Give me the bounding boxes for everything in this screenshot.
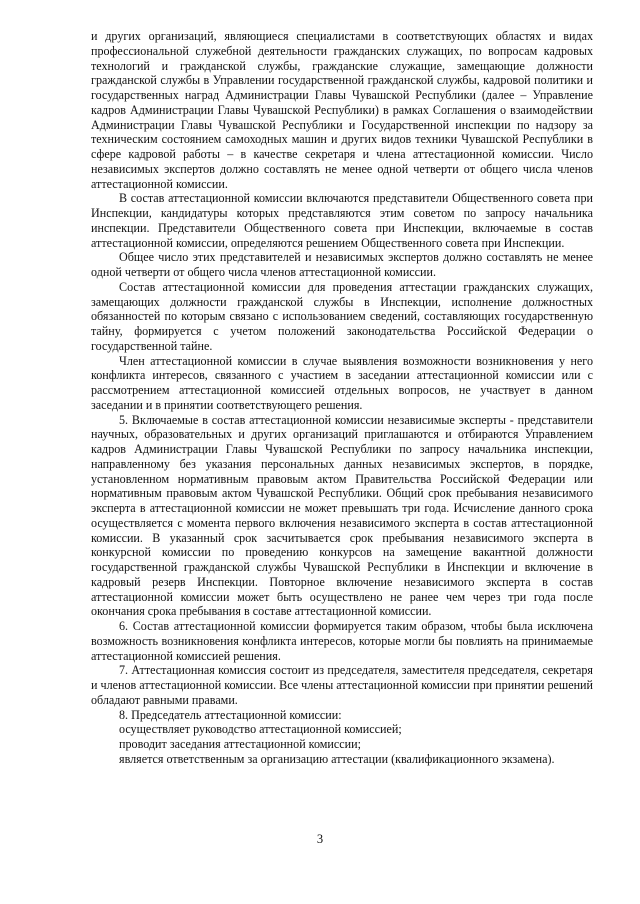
list-item-chair-duty-2: проводит заседания аттестационной комиссии; (119, 737, 361, 751)
list-item-chair-duty-3: является ответственным за организацию аттестации (квалификационного экзамена). (119, 751, 555, 766)
paragraph-item-7: 7. Аттестационная комиссия состоит из председателя, заместителя председателя, секретаря и членов аттестационной комиссии. Все члены аттестационной комиссии при принятии решений обладают равными правами. (91, 663, 593, 707)
paragraph-state-secret: Состав аттестационной комиссии для проведения аттестации гражданских служащих, замещающих должности гражданской службы в Инспекции, исполнение должностных обязанностей по которым связано с использованием сведений, составляющих государственную тайну, формируется с учетом положений законодательства Российской Федерации о государственной тайне. (91, 279, 593, 353)
list-item-chair-duty-1: осуществляет руководство аттестационной комиссией; (119, 722, 402, 737)
paragraph-item-5: 5. Включаемые в состав аттестационной комиссии независимые эксперты - представители научных, образовательных и других организаций приглашаются и отбираются Управлением кадров Администрации Главы Чувашской Республики по запросу начальника инспекции, направленному без указания персональных данных независимых экспертов, в порядке, установленном нормативным правовым актом Правительства Российской Федерации или нормативным правовым актом Чувашской Республики. Общий срок пребывания независимого эксперта в аттестационной комиссии не может превышать три года. Исчисление данного срока осуществляется с момента первого включения независимого эксперта в состав аттестационной комиссии. В указанный срок засчитывается срок пребывания независимого эксперта в конкурсной комиссии по проведению конкурсов на замещение вакантной должности государственной гражданской службы Чувашской Республики в Инспекции и включение в кадровый резерв Инспекции. Повторное включение независимого эксперта в состав аттестационной комиссии может быть осуществлено не ранее чем через три года после окончания срока пребывания в составе аттестационной комиссии. (91, 412, 593, 619)
paragraph-public-council: В состав аттестационной комиссии включаются представители Общественного совета при Инспекции, кандидатуры которых представляются этим советом по запросу начальника инспекции. Представители Общественного совета при Инспекции, включаемые в состав аттестационной комиссии, определяются решением Общественного совета при Инспекции. (91, 191, 593, 250)
paragraph-item-6: 6. Состав аттестационной комиссии формируется таким образом, чтобы была исключена возможность возникновения конфликта интересов, которые могли бы повлиять на принимаемые аттестационной комиссией решения. (91, 619, 593, 663)
paragraph-conflict-of-interest: Член аттестационной комиссии в случае выявления возможности возникновения у него конфликта интересов, связанного с участием в заседании аттестационной комиссии или с рассмотрением аттестационной комиссией отдельных вопросов, не участвует в данном заседании и в принятии соответствующего решения. (91, 353, 593, 412)
paragraph-representatives-share: Общее число этих представителей и независимых экспертов должно составлять не менее одной четверти от общего числа членов аттестационной комиссии. (91, 250, 593, 279)
page-number: 3 (316, 832, 324, 846)
paragraph-item-8: 8. Председатель аттестационной комиссии: (119, 707, 342, 722)
paragraph-experts-continuation: и других организаций, являющиеся специалистами в соответствующих областях и видах профессиональной служебной деятельности гражданских служащих, по вопросам кадровых технологий и гражданской службы, гражданские служащие, замещающие должности гражданской службы в Управлении государственной гражданской службы, кадровой политики и государственных наград Администрации Главы Чувашской Республики (далее – Управление кадров Администрации Главы Чувашской Республики) в рамках Соглашения о взаимодействии Администрации Главы Чувашской Республики и Государственной инспекции по надзору за техническим состоянием самоходных машин и других видов техники Чувашской Республики в сфере кадровой работы – в качестве секретаря и члена аттестационной комиссии. Число независимых экспертов должно составлять не менее одной четверти от общего числа членов аттестационной комиссии. (91, 29, 593, 191)
document-page (91, 29, 593, 767)
